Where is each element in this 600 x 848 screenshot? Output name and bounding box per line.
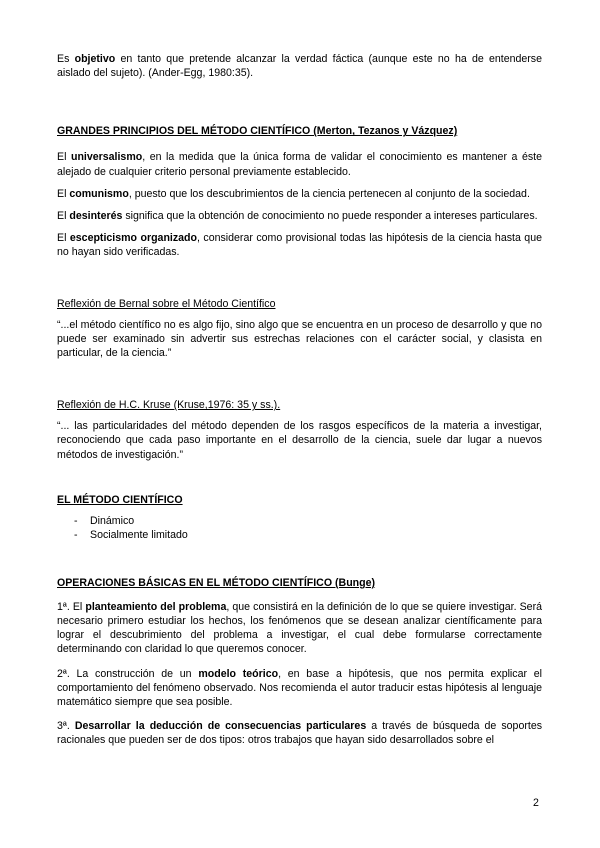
text: , en base a hipótesis, que nos permita explicar el comportamiento del fenómeno observado. Nos recomienda el autor traducir estas hipótesis al lenguaje matemático siempre que sea posible. (57, 667, 542, 709)
text: El (57, 151, 71, 164)
metodo-list (72, 514, 542, 542)
list-item: - Dinámico (72, 514, 542, 528)
text: 2ª. La construcción de un (57, 667, 199, 680)
text: El (57, 187, 70, 200)
text-bold: Desarrollar la deducción de consecuencias particulares (74, 720, 367, 733)
text: , considerar como provisional todas las hipótesis de la ciencia hasta que no hayan sido verificadas. (57, 232, 542, 259)
text: El (57, 210, 70, 223)
document-page (57, 52, 542, 748)
bernal-heading: Reflexión de Bernal sobre el Método Científico (57, 297, 276, 310)
text-bold: escepticismo organizado (69, 232, 197, 245)
intro-pre: Es (57, 53, 75, 65)
text: , que consistirá en la definición de lo que se quiere investigar. Será necesario primero estudiar los hechos, los fenómenos que se desean analizar científicamente para lograr el descubrimiento del problema a investigar, el cual debe formularse correctamente determinando con claridad lo que queremos conocer. (57, 600, 542, 656)
intro-post: en tanto que pretende alcanzar la verdad fáctica (aunque este no ha de entenderse aislado del sujeto). (Ander-Egg, 1980:35). (57, 53, 542, 80)
text-bold: comunismo (69, 187, 129, 200)
page-number: 2 (533, 797, 539, 809)
kruse-quote: “... las particularidades del método dependen de los rasgos específicos de la materia a investigar, reconociendo que cada paso importante en el desarrollo de la ciencia, suele dar lugar a nuevos métodos de investigación.” (57, 420, 542, 461)
text-bold: planteamiento del problema (85, 600, 227, 613)
text: , en la medida que la única forma de validar el conocimiento es mantener a éste alejado de cualquier criterio personal previamente establecido. (57, 151, 542, 178)
operacion-paragraph (57, 600, 542, 657)
text-bold: modelo teórico (198, 667, 279, 680)
principio-paragraph (57, 231, 542, 259)
text: 3ª. (57, 720, 75, 733)
principio-paragraph (57, 187, 542, 201)
text-bold: desinterés (69, 210, 123, 223)
principio-paragraph (57, 150, 542, 178)
text: , puesto que los descubrimientos de la ciencia pertenecen al conjunto de la sociedad. (128, 187, 530, 200)
operaciones-heading: OPERACIONES BÁSICAS EN EL MÉTODO CIENTÍFICO (Bunge) (57, 576, 376, 589)
operacion-paragraph (57, 719, 542, 747)
kruse-heading: Reflexión de H.C. Kruse (Kruse,1976: 35 y ss.). (57, 399, 281, 412)
intro-paragraph (57, 52, 542, 80)
text: 1ª. El (57, 600, 86, 613)
metodo-heading: EL MÉTODO CIENTÍFICO (57, 493, 183, 506)
list-item: - Socialmente limitado (72, 528, 542, 542)
intro-bold: objetivo (74, 53, 116, 65)
text: a través de búsqueda de soportes racionales que pueden ser de dos tipos: otros trabajos que hayan sido desarrollados sobre el (57, 720, 543, 747)
principios-heading: GRANDES PRINCIPIOS DEL MÉTODO CIENTÍFICO (Merton, Tezanos y Vázquez) (57, 125, 458, 138)
text: significa que la obtención de conocimiento no puede responder a intereses particulares. (122, 210, 538, 223)
principio-paragraph (57, 209, 542, 223)
text-bold: universalismo (70, 151, 143, 164)
bernal-quote: “...el método científico no es algo fijo, sino algo que se encuentra en un proceso de desarrollo y que no puede ser examinado sin advertir sus estrechas relaciones con el carácter social, y clasista en particular, de la ciencia.” (57, 318, 542, 360)
text: El (57, 232, 70, 245)
operacion-paragraph (57, 667, 542, 710)
